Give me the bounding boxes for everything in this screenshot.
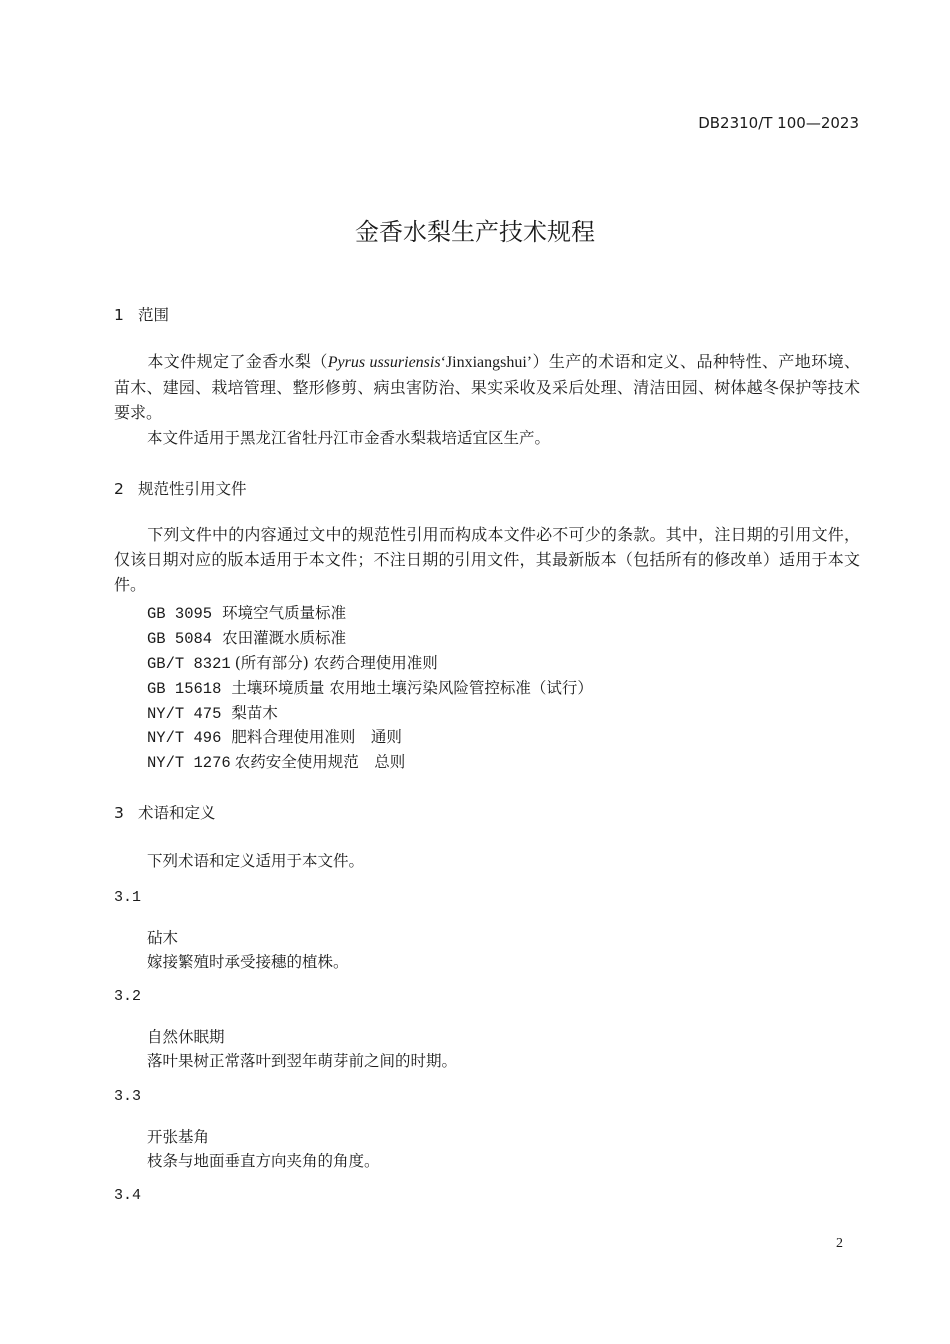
reference-item: GB 5084 农田灌溉水质标准 — [147, 629, 347, 648]
section-number: 1 — [114, 306, 124, 324]
term-title: 自然休眠期 — [147, 1028, 225, 1046]
term-definition: 嫁接繁殖时承受接穗的植株。 — [147, 953, 349, 971]
terms-intro: 下列术语和定义适用于本文件。 — [147, 852, 365, 870]
page-number: 2 — [836, 1236, 843, 1251]
reference-item: GB 15618 土壤环境质量 农用地土壤污染风险管控标准（试行） — [147, 679, 593, 698]
reference-item: NY/T 1276 农药安全使用规范 总则 — [147, 753, 406, 772]
term-title: 砧木 — [147, 929, 179, 947]
reference-item: GB/T 8321 (所有部分) 农药合理使用准则 — [147, 654, 438, 673]
normative-references-paragraph: 下列文件中的内容通过文中的规范性引用而构成本文件必不可少的条款。其中，注日期的引用文件，仅该日期对应的版本适用于本文件；不注日期的引用文件，其最新版本（包括所有的修改单）适用于本文件。 — [114, 525, 860, 594]
section-number: 3 — [114, 804, 124, 822]
document-title: 金香水梨生产技术规程 — [355, 218, 595, 246]
section-3-heading — [114, 801, 216, 823]
scope-paragraph: 本文件规定了金香水梨（Pyrus ussuriensis‘Jinxiangshui’）生产的术语和定义、品种特性、产地环境、苗木、建园、栽培管理、整形修剪、病虫害防治、果实采收及采后处理、清洁田园、树体越冬保护等技术要求。 — [114, 352, 860, 422]
term-definition: 落叶果树正常落叶到翌年萌芽前之间的时期。 — [147, 1052, 458, 1070]
clause-number: 3.4 — [114, 1187, 142, 1204]
section-2-heading — [114, 477, 247, 499]
document-code: DB2310/T 100—2023 — [698, 114, 859, 132]
scope-applicability: 本文件适用于黑龙江省牡丹江市金香水梨栽培适宜区生产。 — [147, 429, 551, 447]
reference-item: GB 3095 环境空气质量标准 — [147, 604, 347, 623]
cultivar-name: ‘Jinxiangshui’ — [440, 354, 533, 371]
clause-number: 3.1 — [114, 889, 142, 906]
reference-item: NY/T 475 梨苗木 — [147, 704, 278, 723]
section-title: 术语和定义 — [138, 804, 216, 822]
latin-name: Pyrus ussuriensis — [327, 354, 441, 371]
clause-number: 3.2 — [114, 988, 142, 1005]
term-definition: 枝条与地面垂直方向夹角的角度。 — [147, 1152, 380, 1170]
term-title: 开张基角 — [147, 1128, 210, 1146]
section-title: 范围 — [138, 306, 170, 324]
section-title: 规范性引用文件 — [138, 480, 247, 498]
section-1-heading — [114, 303, 169, 325]
section-number: 2 — [114, 480, 124, 498]
clause-number: 3.3 — [114, 1088, 142, 1105]
reference-item: NY/T 496 肥料合理使用准则 通则 — [147, 728, 402, 747]
